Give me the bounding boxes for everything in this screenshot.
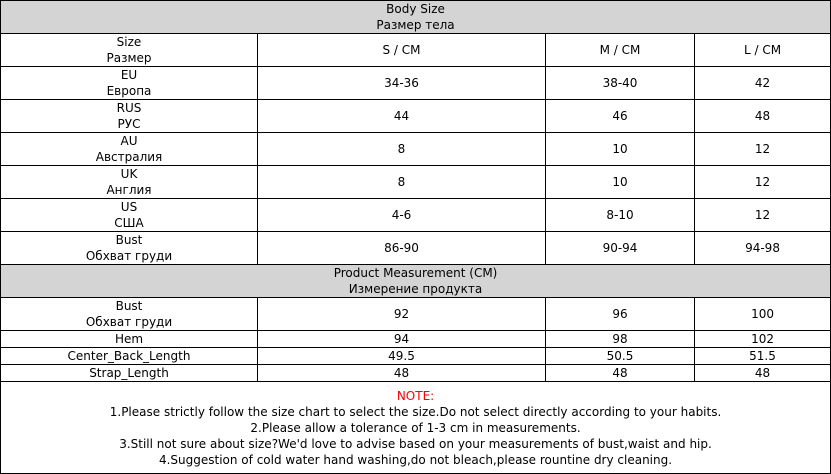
row-label-en: AU — [120, 134, 138, 148]
row-label — [1, 166, 258, 199]
row-label-en: RUS — [116, 101, 142, 115]
size-l-value: 42 — [695, 67, 831, 100]
size-l-header: L / CM — [695, 34, 831, 67]
row-label-en: Bust — [115, 299, 143, 313]
size-l-value: 48 — [695, 100, 831, 133]
row-label-ru: Обхват груди — [85, 315, 173, 329]
size-m-value: 48 — [546, 365, 695, 382]
product-measurement-title — [1, 265, 831, 298]
row-label-en: Bust — [115, 233, 143, 247]
table-row — [1, 199, 831, 232]
size-s-value: 44 — [258, 100, 546, 133]
size-m-value: 8-10 — [546, 199, 695, 232]
notes-title: NOTE: — [396, 388, 435, 403]
row-label — [1, 67, 258, 100]
row-label — [1, 232, 258, 265]
size-s-value: 48 — [258, 365, 546, 382]
size-l-value: 94-98 — [695, 232, 831, 265]
size-column-header-row — [1, 34, 831, 67]
size-m-value: 98 — [546, 331, 695, 348]
notes-row — [1, 382, 831, 474]
size-l-value: 12 — [695, 166, 831, 199]
size-l-value: 12 — [695, 199, 831, 232]
product-title-ru: Измерение продукта — [348, 282, 483, 296]
size-m-value: 10 — [546, 166, 695, 199]
row-label: Hem — [1, 331, 258, 348]
table-row — [1, 298, 831, 331]
size-s-value: 86-90 — [258, 232, 546, 265]
row-label — [1, 100, 258, 133]
size-s-value: 34-36 — [258, 67, 546, 100]
size-l-value: 48 — [695, 365, 831, 382]
note-line-2: 2.Please allow a tolerance of 1-3 cm in measurements. — [250, 420, 581, 435]
size-m-value: 90-94 — [546, 232, 695, 265]
size-label-ru: Размер — [106, 51, 152, 65]
size-m-value: 96 — [546, 298, 695, 331]
size-l-value: 12 — [695, 133, 831, 166]
size-label-cell — [1, 34, 258, 67]
row-label-ru: Обхват груди — [85, 249, 173, 263]
table-row — [1, 166, 831, 199]
note-line-3: 3.Still not sure about size?We'd love to advise based on your measurements of bust,waist and hip. — [119, 436, 712, 451]
table-row — [1, 331, 831, 348]
row-label-ru: Австралия — [95, 150, 163, 164]
size-s-value: 49.5 — [258, 348, 546, 365]
size-s-header: S / CM — [258, 34, 546, 67]
size-m-value: 50.5 — [546, 348, 695, 365]
body-size-title — [1, 1, 831, 34]
row-label — [1, 298, 258, 331]
body-size-title-en: Body Size — [386, 2, 445, 16]
body-size-header-row — [1, 1, 831, 34]
row-label — [1, 199, 258, 232]
size-m-header: M / CM — [546, 34, 695, 67]
product-measurement-header-row — [1, 265, 831, 298]
size-l-value: 102 — [695, 331, 831, 348]
size-s-value: 8 — [258, 133, 546, 166]
row-label-ru: Англия — [106, 183, 152, 197]
row-label — [1, 133, 258, 166]
row-label-en: EU — [120, 68, 138, 82]
notes-cell — [1, 382, 831, 474]
body-size-title-ru: Размер тела — [376, 18, 455, 32]
size-m-value: 10 — [546, 133, 695, 166]
row-label-en: UK — [120, 167, 138, 181]
table-row — [1, 365, 831, 382]
size-s-value: 4-6 — [258, 199, 546, 232]
table-row — [1, 232, 831, 265]
row-label: Center_Back_Length — [1, 348, 258, 365]
row-label-ru: США — [114, 216, 144, 230]
size-s-value: 8 — [258, 166, 546, 199]
size-m-value: 46 — [546, 100, 695, 133]
size-label-en: Size — [116, 35, 142, 49]
row-label-ru: Европа — [106, 84, 152, 98]
size-s-value: 92 — [258, 298, 546, 331]
note-line-1: 1.Please strictly follow the size chart to select the size.Do not select directly according to your habits. — [109, 404, 722, 419]
table-row — [1, 133, 831, 166]
size-l-value: 100 — [695, 298, 831, 331]
size-l-value: 51.5 — [695, 348, 831, 365]
table-row — [1, 67, 831, 100]
table-row — [1, 348, 831, 365]
note-line-4: 4.Suggestion of cold water hand washing,do not bleach,please rountine dry cleaning. — [158, 452, 673, 467]
size-s-value: 94 — [258, 331, 546, 348]
row-label-en: US — [120, 200, 138, 214]
row-label: Strap_Length — [1, 365, 258, 382]
row-label-ru: РУС — [117, 117, 141, 131]
table-row — [1, 100, 831, 133]
product-title-en: Product Measurement (CM) — [333, 266, 498, 280]
size-m-value: 38-40 — [546, 67, 695, 100]
